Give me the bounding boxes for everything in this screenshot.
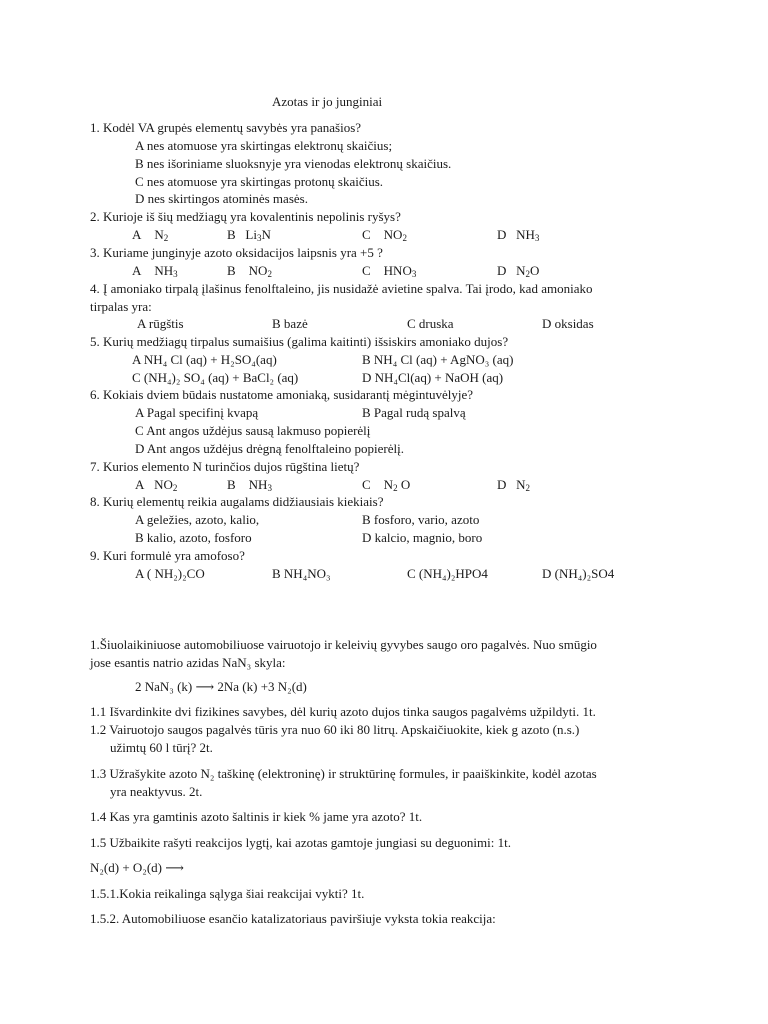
decomposition-equation: 2 NaN₃ (k) ⟶ 2Na (k) +3 N₂(d) [135,679,307,694]
problem-1-line-1: 1.Šiuolaikiniuose automobiliuose vairuotojo ir keleivių gyvybes saugo oro pagalvės. Nuo smūgio [90,637,597,652]
q8-option-a: A geležies, azoto, kalio, [135,512,260,527]
question-1: 1. Kodėl VA grupės elementų savybės yra panašios? [90,120,362,135]
q1-option-c: C nes atomuose yra skirtingas protonų skaičius. [135,174,384,189]
task-1-5-1: 1.5.1.Kokia reikalinga sąlyga šiai reakcijai vykti? 1t. [90,886,365,901]
question-4-line-2: tirpalas yra: [90,299,152,314]
q5-option-b: B NH₄ Cl (aq) + AgNO₃ (aq) [362,352,514,367]
question-3: 3. Kuriame junginyje azoto oksidacijos laipsnis yra +5 ? [90,245,383,260]
q8-option-b: B fosforo, vario, azoto [362,512,480,527]
q2-option-b: B $Li_3N$ [227,227,271,243]
q6-option-c: C Ant angos uždėjus sausą lakmuso popierėlį [135,423,371,438]
q6-option-b: B Pagal rudą spalvą [362,405,466,420]
q6-option-d: D Ant angos uždėjus drėgną fenolftaleino popierėlį. [135,441,404,456]
q7-option-b: B $NH_3$ [227,477,272,493]
q8-option-d: D kalcio, magnio, boro [362,530,483,545]
q4-option-d: D oksidas [542,316,594,331]
task-1-5-2: 1.5.2. Automobiliuose esančio katalizatoriaus paviršiuje vyksta tokia reakcija: [90,911,496,926]
q5-option-c: C (NH₄)₂ SO₄ (aq) + BaCl₂ (aq) [132,370,299,385]
question-5: 5. Kurių medžiagų tirpalus sumaišius (galima kaitinti) išsiskirs amoniako dujos? [90,334,509,349]
q5-option-a: A NH₄ Cl (aq) + H₂SO₄(aq) [132,352,277,367]
q1-option-a: A nes atomuose yra skirtingas elektronų skaičius; [135,138,393,153]
q3-option-a: A $NH_3$ [132,263,178,279]
question-7: 7. Kurios elemento N turinčios dujos rūgština lietų? [90,459,360,474]
q7-option-a: A $NO_2$ [135,477,178,493]
page-title: Azotas ir jo junginiai [272,94,383,109]
q4-option-b: B bazė [272,316,308,331]
q1-option-d: D nes skirtingos atominės masės. [135,191,308,206]
problem-1-line-2: jose esantis natrio azidas NaN₃ skyla: [90,655,286,670]
question-8: 8. Kurių elementų reikia augalams didžiausiais kiekiais? [90,494,384,509]
q4-option-c: C druska [407,316,454,331]
question-2: 2. Kurioje iš šių medžiagų yra kovalentinis nepolinis ryšys? [90,209,401,224]
q9-option-a: A ( NH₂)₂CO [135,566,205,581]
question-6: 6. Kokiais dviem būdais nustatome amoniaką, susidarantį mėgintuvėlyje? [90,387,474,402]
q3-option-d: D $N_2O$ [497,263,540,279]
q3-option-b: B $NO_2$ [227,263,272,279]
q2-option-d: D $NH_3$ [497,227,540,243]
task-1-5-equation: N₂(d) + O₂(d) ⟶ [90,860,184,875]
q8-option-c: B kalio, azoto, fosforo [135,530,252,545]
q7-option-d: D $N_2$ [497,477,531,493]
q4-option-a: A rūgštis [137,316,184,331]
q6-option-a: A Pagal specifinį kvapą [135,405,259,420]
q9-option-d: D (NH₄)₂SO4 [542,566,615,581]
q9-option-b: B NH₄NO₃ [272,566,331,581]
task-1-3-line-2: yra neaktyvus. 2t. [110,784,203,799]
task-1-2-line-1: 1.2 Vairuotojo saugos pagalvės tūris yra nuo 60 iki 80 litrų. Apskaičiuokite, kiek g azoto (n.s.) [90,722,580,737]
task-1-2-line-2: užimtų 60 l tūrį? 2t. [110,740,213,755]
q2-option-a: A $N_2$ [132,227,169,243]
q9-option-c: C (NH₄)₂HPO4 [407,566,488,581]
task-1-3-line-1: 1.3 Užrašykite azoto N₂ taškinę (elektroninę) ir struktūrinę formules, ir paaiškinkite, kodėl azotas [90,766,597,781]
task-1-5: 1.5 Užbaikite rašyti reakcijos lygtį, kai azotas gamtoje jungiasi su deguonimi: 1t. [90,835,511,850]
task-1-1: 1.1 Išvardinkite dvi fizikines savybes, dėl kurių azoto dujos tinka saugos pagalvėms užpildyti. 1t. [90,704,596,719]
q5-option-d: D NH₄Cl(aq) + NaOH (aq) [362,370,504,385]
question-4-line-1: 4. Į amoniako tirpalą įlašinus fenolftaleino, jis nusidažė avietine spalva. Tai įrodo, kad amoniako [90,281,593,296]
q7-option-c: C $N_2$ O [362,477,411,493]
q3-option-c: C $HNO_3$ [362,263,417,279]
q2-option-c: C $NO_2$ [362,227,407,243]
task-1-4: 1.4 Kas yra gamtinis azoto šaltinis ir kiek % jame yra azoto? 1t. [90,809,423,824]
q1-option-b: B nes išoriniame sluoksnyje yra vienodas elektronų skaičius. [135,156,452,171]
question-9: 9. Kuri formulė yra amofoso? [90,548,245,563]
